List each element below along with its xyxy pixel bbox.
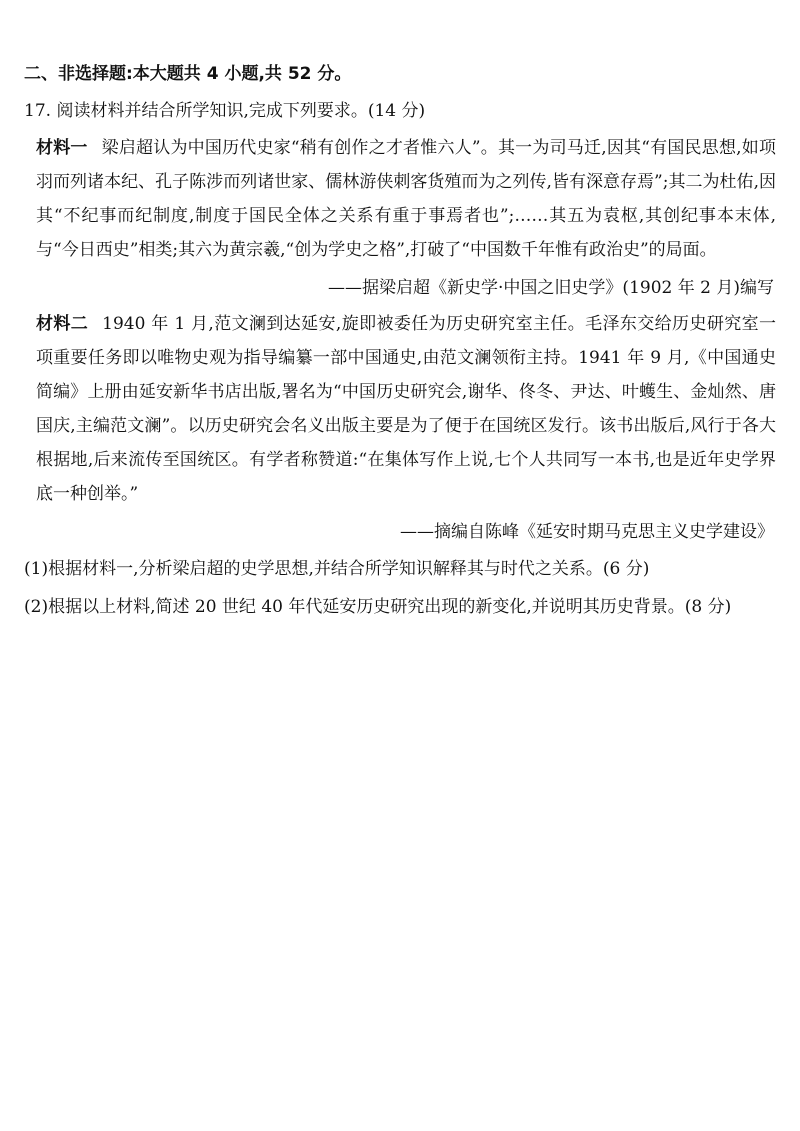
material-two xyxy=(24,307,776,511)
material-two-text: 1940 年 1 月,范文澜到达延安,旋即被委任为历史研究室主任。毛泽东交给历史研究室一项重要任务即以唯物史观为指导编纂一部中国通史,由范文澜领衔主持。1941 年 9 月,《中国通史简编》上册由延安新华书店出版,署名为“中国历史研究会,谢华、佟冬、尹达、叶蠖生、金灿然、唐国庆,主编范文澜”。以历史研究会名义出版主要是为了便于在国统区发行。该书出版后,风行于各大根据地,后来流传至国统区。有学者称赞道:“在集体写作上说,七个人共同写一本书,也是近年史学界底一种创举。” xyxy=(36,314,776,504)
material-two-label: 材料二 xyxy=(36,314,89,334)
section-title: 二、非选择题:本大题共 4 小题,共 52 分。 xyxy=(24,64,352,84)
sub-question-1: (1)根据材料一,分析梁启超的史学思想,并结合所学知识解释其与时代之关系。(6 分) xyxy=(24,559,650,579)
material-one-text: 梁启超认为中国历代史家“稍有创作之才者惟六人”。其一为司马迁,因其“有国民思想,如项羽而列诸本纪、孔子陈涉而列诸世家、儒林游侠刺客货殖而为之列传,皆有深意存焉”;其二为杜佑,因其“不纪事而纪制度,制度于国民全体之关系有重于事焉者也”;……其五为袁枢,其创纪事本末体,与“今日西史”相类;其六为黄宗羲,“创为学史之格”,打破了“中国数千年惟有政治史”的局面。 xyxy=(36,138,776,260)
material-one-source: ——据梁启超《新史学·中国之旧史学》(1902 年 2 月)编写 xyxy=(328,278,774,298)
question-header: 17. 阅读材料并结合所学知识,完成下列要求。(14 分) xyxy=(24,101,426,121)
material-one xyxy=(24,131,776,267)
material-two-source: ——摘编自陈峰《延安时期马克思主义史学建设》 xyxy=(400,522,774,542)
material-one-label: 材料一 xyxy=(36,138,88,158)
sub-question-2: (2)根据以上材料,简述 20 世纪 40 年代延安历史研究出现的新变化,并说明其历史背景。(8 分) xyxy=(24,597,732,617)
